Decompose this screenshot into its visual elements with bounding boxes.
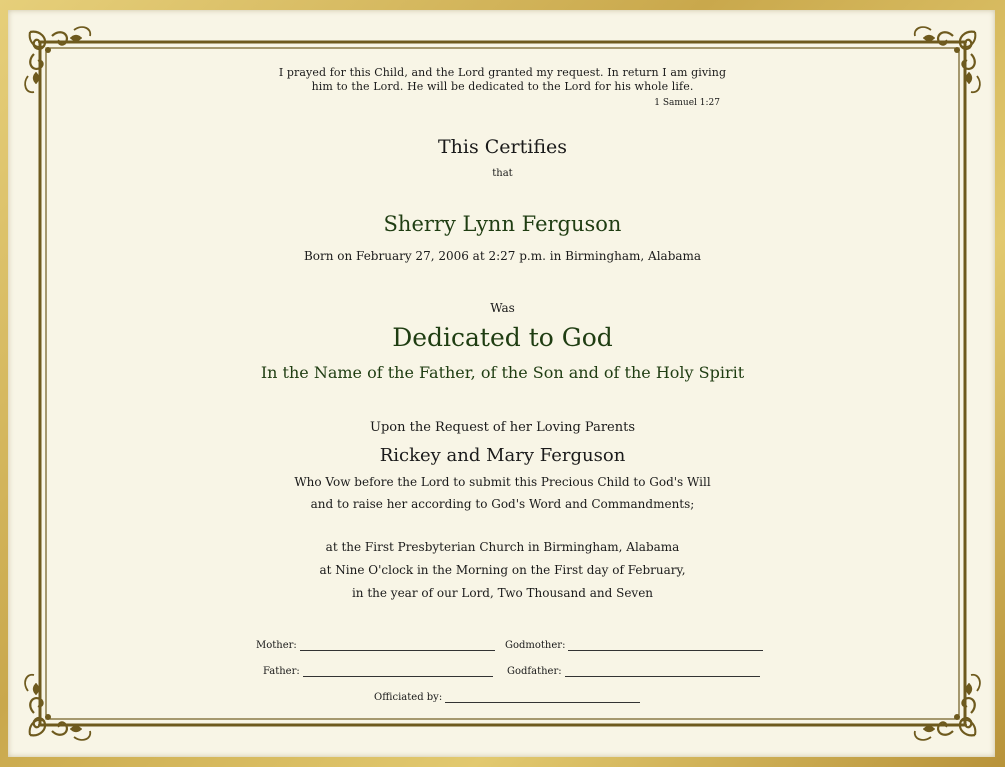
place-line-3: in the year of our Lord, Two Thousand and Seven — [351, 586, 654, 600]
godfather-signature-line[interactable] — [565, 664, 760, 677]
flourish-bottom-right — [915, 675, 980, 740]
mother-label: Mother: — [256, 640, 297, 651]
father-label: Father: — [263, 666, 300, 677]
officiant-signature — [374, 690, 640, 703]
verse-line-1: I prayed for this Child, and the Lord granted my request. In return I am giving — [278, 66, 727, 79]
vow-line-2: and to raise her according to God's Word and Commandments; — [310, 497, 695, 511]
verse-reference: 1 Samuel 1:27 — [654, 98, 720, 108]
godmother-signature — [505, 638, 763, 651]
officiated-label: Officiated by: — [374, 692, 443, 703]
certifies-heading: This Certifies — [437, 136, 568, 158]
child-name: Sherry Lynn Ferguson — [383, 212, 622, 236]
godmother-signature-line[interactable] — [568, 638, 763, 651]
godfather-signature — [507, 664, 760, 677]
verse-line-2: him to the Lord. He will be dedicated to the Lord for his whole life. — [311, 80, 694, 93]
request-line: Upon the Request of her Loving Parents — [370, 420, 635, 435]
mother-signature — [256, 638, 495, 651]
godfather-label: Godfather: — [507, 666, 562, 677]
birth-details: Born on February 27, 2006 at 2:27 p.m. in Birmingham, Alabama — [303, 249, 702, 263]
dedicated-heading: Dedicated to God — [392, 323, 613, 352]
father-signature — [263, 664, 493, 677]
trinity-line: In the Name of the Father, of the Son and of the Holy Spirit — [260, 363, 745, 382]
place-line-1: at the First Presbyterian Church in Birmingham, Alabama — [325, 540, 680, 554]
godmother-label: Godmother: — [505, 640, 566, 651]
place-line-2: at Nine O'clock in the Morning on the First day of February, — [319, 563, 686, 577]
parents-name: Rickey and Mary Ferguson — [379, 445, 626, 466]
flourish-bottom-left — [25, 675, 90, 740]
mother-signature-line[interactable] — [300, 638, 495, 651]
officiant-signature-line[interactable] — [445, 690, 640, 703]
that-text: that — [492, 168, 513, 179]
vow-line-1: Who Vow before the Lord to submit this Precious Child to God's Will — [294, 475, 711, 489]
was-text: Was — [490, 301, 515, 315]
father-signature-line[interactable] — [303, 664, 493, 677]
